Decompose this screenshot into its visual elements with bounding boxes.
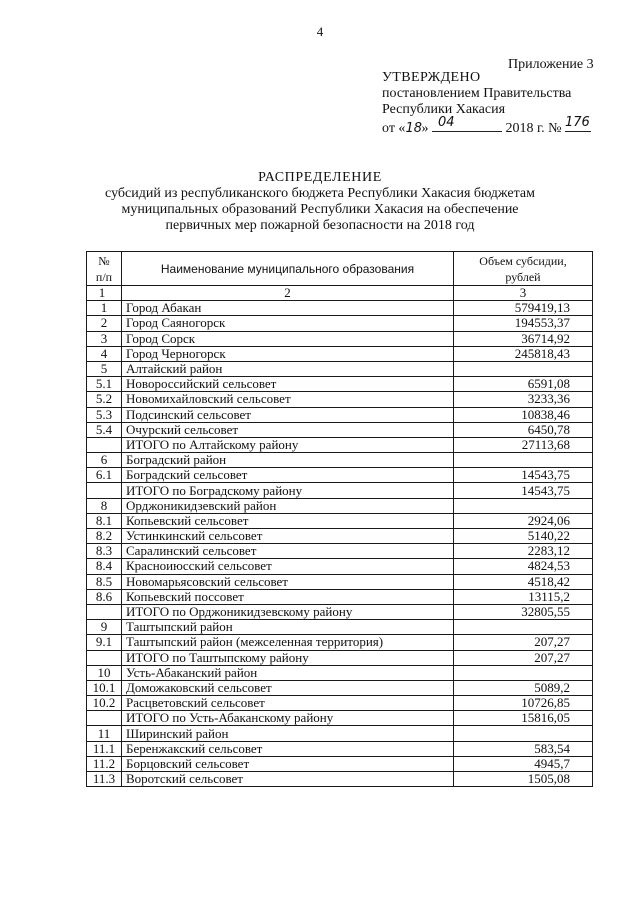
- row-amount: 1505,08: [454, 772, 593, 787]
- row-amount: 5089,2: [454, 680, 593, 695]
- row-number: [87, 604, 122, 619]
- row-name: Новомарьясовский сельсовет: [122, 574, 454, 589]
- row-name: ИТОГО по Боградскому району: [122, 483, 454, 498]
- row-amount: 194553,37: [454, 316, 593, 331]
- row-name: Копьевский поссовет: [122, 589, 454, 604]
- row-name: Устинкинский сельсовет: [122, 529, 454, 544]
- appendix-label: Приложение 3: [508, 57, 594, 72]
- row-amount: 5140,22: [454, 529, 593, 544]
- row-name: Борцовский сельсовет: [122, 756, 454, 771]
- row-amount: 207,27: [454, 635, 593, 650]
- table-body: [87, 301, 593, 787]
- row-number: 5: [87, 361, 122, 376]
- row-name: Красноиюсский сельсовет: [122, 559, 454, 574]
- row-amount: [454, 453, 593, 468]
- table-row: [87, 498, 593, 513]
- row-name: Город Саяногорск: [122, 316, 454, 331]
- table-row: [87, 650, 593, 665]
- row-number: 8.5: [87, 574, 122, 589]
- row-number: [87, 711, 122, 726]
- row-amount: 15816,05: [454, 711, 593, 726]
- table-row: [87, 377, 593, 392]
- row-number: [87, 483, 122, 498]
- row-amount: 14543,75: [454, 483, 593, 498]
- table-row: [87, 483, 593, 498]
- table-row: [87, 559, 593, 574]
- header-amount-line-2: рублей: [505, 269, 541, 284]
- column-number-row: [87, 286, 593, 301]
- table-row: [87, 437, 593, 452]
- row-name: ИТОГО по Алтайскому району: [122, 437, 454, 452]
- row-number: 10: [87, 665, 122, 680]
- handwritten-month: 04: [437, 115, 455, 130]
- table-row: [87, 604, 593, 619]
- row-name: Копьевский сельсовет: [122, 513, 454, 528]
- row-name: Подсинский сельсовет: [122, 407, 454, 422]
- row-name: Таштыпский район: [122, 620, 454, 635]
- table-row: [87, 711, 593, 726]
- row-name: Город Абакан: [122, 301, 454, 316]
- column-number-2: 2: [122, 286, 454, 301]
- date-prefix: от «: [382, 121, 406, 136]
- table-row: [87, 772, 593, 787]
- row-number: 9.1: [87, 635, 122, 650]
- header-name: Наименование муниципального образования: [122, 252, 454, 286]
- row-name: Новомихайловский сельсовет: [122, 392, 454, 407]
- title-line-3: первичных мер пожарной безопасности на 2018 год: [165, 218, 475, 233]
- row-number: 3: [87, 331, 122, 346]
- row-amount: 32805,55: [454, 604, 593, 619]
- number-underline: [564, 115, 591, 132]
- row-amount: 14543,75: [454, 468, 593, 483]
- row-number: 2: [87, 316, 122, 331]
- row-amount: 583,54: [454, 741, 593, 756]
- title-line-2: муниципальных образований Республики Хакасия на обеспечение: [121, 202, 519, 217]
- table-row: [87, 331, 593, 346]
- row-amount: 2924,06: [454, 513, 593, 528]
- header-number: [87, 252, 122, 286]
- table-row: [87, 680, 593, 695]
- row-number: [87, 437, 122, 452]
- row-amount: 2283,12: [454, 544, 593, 559]
- table-row: [87, 756, 593, 771]
- column-number-3: 3: [454, 286, 593, 301]
- row-number: 8.1: [87, 513, 122, 528]
- approval-heading: УТВЕРЖДЕНО: [382, 70, 481, 85]
- table-row: [87, 392, 593, 407]
- table-row: [87, 726, 593, 741]
- row-number: 6: [87, 453, 122, 468]
- page-number: 4: [316, 24, 324, 39]
- row-amount: [454, 498, 593, 513]
- row-name: Город Черногорск: [122, 346, 454, 361]
- row-number: 8.6: [87, 589, 122, 604]
- approval-date-line: [382, 115, 591, 137]
- row-amount: [454, 620, 593, 635]
- row-amount: 13115,2: [454, 589, 593, 604]
- title-line-1: субсидий из республиканского бюджета Республики Хакасия бюджетам: [105, 186, 535, 201]
- row-name: Новороссийский сельсовет: [122, 377, 454, 392]
- row-number: 1: [87, 301, 122, 316]
- handwritten-day: 18: [405, 121, 422, 136]
- table-row: [87, 361, 593, 376]
- row-amount: [454, 726, 593, 741]
- date-separator: »: [421, 121, 429, 136]
- row-name: Алтайский район: [122, 361, 454, 376]
- table-row: [87, 589, 593, 604]
- approval-block: [382, 70, 591, 137]
- row-amount: 10838,46: [454, 407, 593, 422]
- row-amount: [454, 361, 593, 376]
- row-number: 5.3: [87, 407, 122, 422]
- table-row: [87, 635, 593, 650]
- row-name: ИТОГО по Усть-Абаканскому району: [122, 711, 454, 726]
- row-number: 8.2: [87, 529, 122, 544]
- row-amount: 27113,68: [454, 437, 593, 452]
- row-amount: [454, 665, 593, 680]
- row-name: Доможаковский сельсовет: [122, 680, 454, 695]
- document-title: [0, 170, 640, 234]
- column-number-1: 1: [87, 286, 122, 301]
- row-number: 11: [87, 726, 122, 741]
- header-number-line-1: №: [98, 253, 110, 268]
- header-amount-line-1: Объем субсидии,: [479, 253, 567, 268]
- row-number: 11.3: [87, 772, 122, 787]
- row-number: 8.4: [87, 559, 122, 574]
- row-number: 5.2: [87, 392, 122, 407]
- row-number: 11.2: [87, 756, 122, 771]
- row-amount: 36714,92: [454, 331, 593, 346]
- handwritten-number: 176: [564, 115, 590, 130]
- header-amount: [454, 252, 593, 286]
- title-main: РАСПРЕДЕЛЕНИЕ: [258, 170, 382, 185]
- table-row: [87, 665, 593, 680]
- table-row: [87, 741, 593, 756]
- row-number: 8: [87, 498, 122, 513]
- table-row: [87, 544, 593, 559]
- table-row: [87, 316, 593, 331]
- row-name: Боградский сельсовет: [122, 468, 454, 483]
- row-number: 8.3: [87, 544, 122, 559]
- row-name: Ширинский район: [122, 726, 454, 741]
- row-amount: 4824,53: [454, 559, 593, 574]
- row-name: Беренжакский сельсовет: [122, 741, 454, 756]
- table-row: [87, 346, 593, 361]
- row-amount: 4945,7: [454, 756, 593, 771]
- row-number: 10.1: [87, 680, 122, 695]
- table-header-row: [87, 252, 593, 286]
- row-amount: 207,27: [454, 650, 593, 665]
- table-row: [87, 468, 593, 483]
- row-amount: 10726,85: [454, 696, 593, 711]
- row-amount: 3233,36: [454, 392, 593, 407]
- row-amount: 245818,43: [454, 346, 593, 361]
- row-number: 10.2: [87, 696, 122, 711]
- table-row: [87, 422, 593, 437]
- approval-line-1: постановлением Правительства: [382, 86, 572, 101]
- row-amount: 4518,42: [454, 574, 593, 589]
- row-number: 5.4: [87, 422, 122, 437]
- row-name: Усть-Абаканский район: [122, 665, 454, 680]
- header-number-line-2: п/п: [95, 269, 113, 284]
- row-amount: 6591,08: [454, 377, 593, 392]
- month-underline: [432, 115, 502, 132]
- row-name: Орджоникидзевский район: [122, 498, 454, 513]
- table-row: [87, 620, 593, 635]
- row-number: 4: [87, 346, 122, 361]
- row-amount: 6450,78: [454, 422, 593, 437]
- row-name: Расцветовский сельсовет: [122, 696, 454, 711]
- row-number: [87, 650, 122, 665]
- approval-line-2: Республики Хакасия: [382, 102, 506, 117]
- row-number: 9: [87, 620, 122, 635]
- table-row: [87, 696, 593, 711]
- table-row: [87, 574, 593, 589]
- table-row: [87, 301, 593, 316]
- row-number: 6.1: [87, 468, 122, 483]
- table-row: [87, 529, 593, 544]
- row-name: ИТОГО по Таштыпскому району: [122, 650, 454, 665]
- row-amount: 579419,13: [454, 301, 593, 316]
- subsidy-distribution-table: [86, 251, 593, 787]
- row-name: Саралинский сельсовет: [122, 544, 454, 559]
- row-name: Таштыпский район (межселенная территория): [122, 635, 454, 650]
- row-number: 11.1: [87, 741, 122, 756]
- row-name: Боградский район: [122, 453, 454, 468]
- row-number: 5.1: [87, 377, 122, 392]
- table-row: [87, 453, 593, 468]
- table-row: [87, 407, 593, 422]
- year-and-number-label: 2018 г. №: [505, 121, 562, 136]
- row-name: Воротский сельсовет: [122, 772, 454, 787]
- row-name: ИТОГО по Орджоникидзевскому району: [122, 604, 454, 619]
- table-row: [87, 513, 593, 528]
- row-name: Очурский сельсовет: [122, 422, 454, 437]
- row-name: Город Сорск: [122, 331, 454, 346]
